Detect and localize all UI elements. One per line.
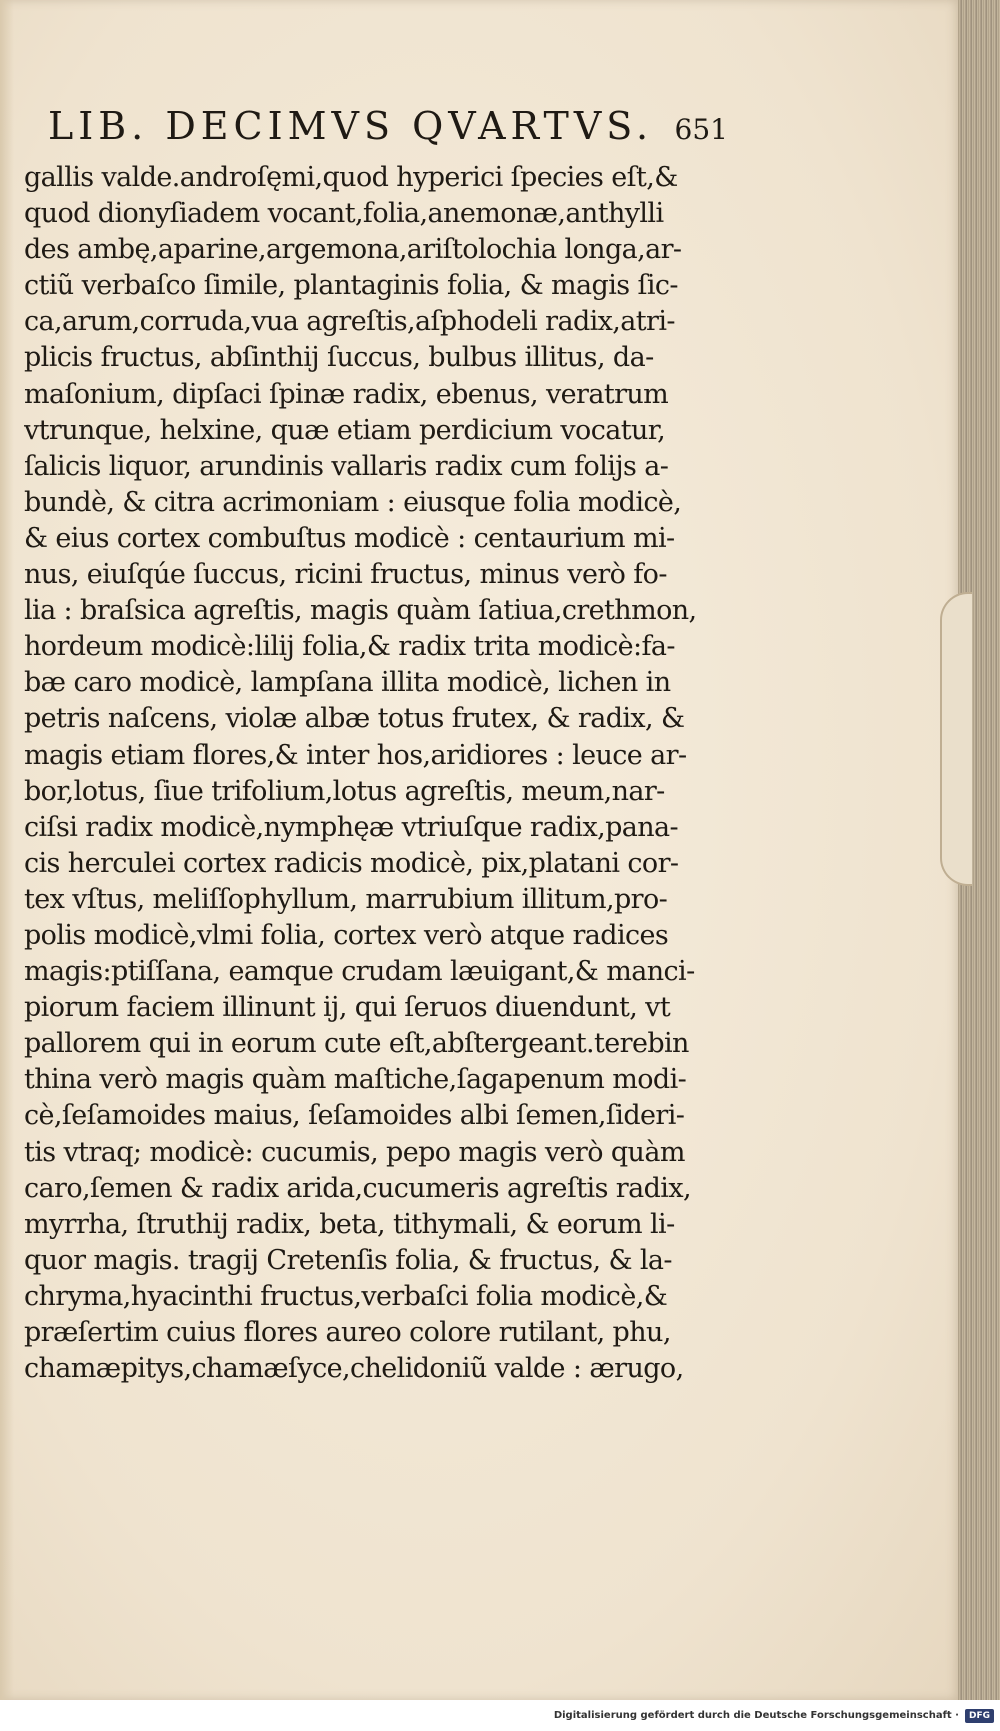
text-line: quod dionyſiadem vocant,folia,anemonæ,anthylli (24, 198, 664, 230)
text-line: gallis valde.androſęmi,quod hyperici ſpecies eſt,& (24, 162, 678, 193)
footer-bar (0, 1700, 1000, 1731)
text-line: maſonium, dipſaci ſpinæ radix, ebenus, veratrum (24, 378, 669, 410)
text-line: cis herculei cortex radicis modicè, pix,platani cor- (24, 847, 679, 879)
text-line: ca,arum,corruda,vua agreſtis,aſphodeli radix,atri- (24, 306, 675, 338)
text-line: & eius cortex combuſtus modicè : centaurium mi- (24, 522, 675, 554)
text-line: piorum faciem illinunt ij, qui ſeruos diuendunt, vt (24, 992, 671, 1024)
running-title: LIB. DECIMVS QVARTVS. (48, 104, 654, 148)
page-tab-marker (940, 592, 972, 886)
text-line: hordeum modicè:lilij folia,& radix trita modicè:fa- (24, 631, 675, 663)
text-line: magis etiam flores,& inter hos,aridiores : leuce ar- (24, 739, 687, 771)
text-line: thina verò magis quàm maſtiche,ſagapenum modi- (24, 1064, 687, 1096)
dfg-logo-icon: DFG (965, 1709, 994, 1723)
text-line: ſalicis liquor, arundinis vallaris radix cum folijs a- (24, 450, 669, 482)
text-line: bundè, & citra acrimoniam : eiusque folia modicè, (24, 486, 682, 518)
page-gutter-shadow (0, 0, 14, 1700)
text-line: cè,ſeſamoides maius, ſeſamoides albi ſemen,ſideri- (24, 1100, 685, 1132)
text-line: bæ caro modicè, lampſana illita modicè, lichen in (24, 667, 671, 699)
text-line: præſertim cuius flores aureo colore rutilant, phu, (24, 1317, 671, 1348)
page-number: 651 (674, 113, 728, 146)
text-line: chamæpitys,chamæſyce,chelidoniũ valde : ærugo, (24, 1353, 684, 1385)
text-line: quor magis. tragij Cretenſis folia, & fructus, & la- (24, 1244, 672, 1276)
text-line: ciſsi radix modicè,nymphęæ vtriuſque radix,pana- (24, 811, 679, 843)
text-line: pallorem qui in eorum cute eſt,abſtergeant.terebin (24, 1028, 689, 1060)
text-line: ctiũ verbaſco ſimile, plantaginis folia, & magis ſic- (24, 270, 678, 302)
text-line: vtrunque, helxine, quæ etiam perdicium vocatur, (24, 414, 666, 446)
text-line: tex vſtus, meliſſophyllum, marrubium illitum,pro- (24, 883, 668, 915)
text-line: bor,lotus, ſiue trifolium,lotus agreſtis, meum,nar- (24, 775, 665, 807)
text-line: tis vtraq; modicè: cucumis, pepo magis verò quàm (24, 1136, 685, 1168)
body-text (24, 160, 744, 1387)
text-line: polis modicè,vlmi folia, cortex verò atque radices (24, 919, 669, 951)
text-line: nus, eiuſqúe ſuccus, ricini fructus, minus verò fo- (24, 559, 667, 591)
text-line: myrrha, ſtruthij radix, beta, tithymali, & eorum li- (24, 1208, 675, 1240)
running-header (48, 104, 728, 164)
text-line: plicis fructus, abſinthij ſuccus, bulbus illitus, da- (24, 342, 654, 374)
text-line: petris naſcens, violæ albæ totus frutex, & radix, & (24, 703, 685, 735)
text-line: caro,ſemen & radix arida,cucumeris agreſtis radix, (24, 1172, 691, 1204)
footer-credit: Digitalisierung gefördert durch die Deutsche Forschungsgemeinschaft · (553, 1710, 959, 1721)
text-line: lia : braſsica agreſtis, magis quàm ſatiua,crethmon, (24, 595, 697, 627)
text-line: magis:ptiſſana, eamque crudam læuigant,& manci- (24, 956, 695, 988)
text-line: chryma,hyacinthi fructus,verbaſci folia modicè,& (24, 1280, 668, 1312)
text-line: des ambę,aparine,argemona,ariſtolochia longa,ar- (24, 234, 682, 266)
